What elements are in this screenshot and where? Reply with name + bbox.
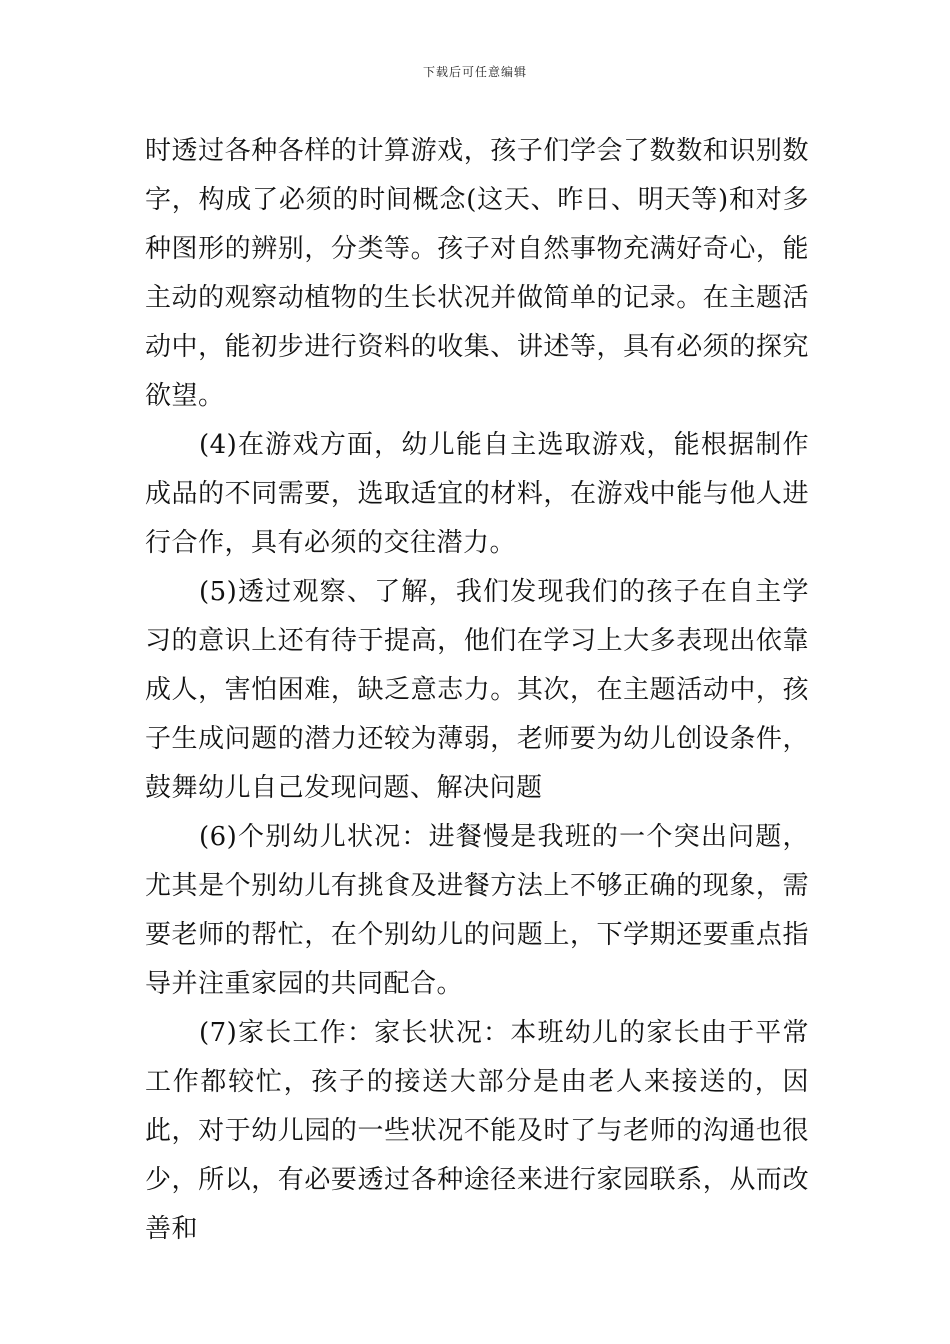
- paragraph-item-5: (5)透过观察、了解，我们发现我们的孩子在自主学习的意识上还有待于提高，他们在学习上大多表现出依靠成人，害怕困难，缺乏意志力。其次，在主题活动中，孩子生成问题的潜力还较为薄弱，老师要为幼儿创设条件，鼓舞幼儿自己发现问题、解决问题: [145, 577, 809, 803]
- paragraph-item-4: (4)在游戏方面，幼儿能自主选取游戏，能根据制作成品的不同需要，选取适宜的材料，在游戏中能与他人进行合作，具有必须的交往潜力。: [145, 430, 809, 558]
- paragraph-continuation: 时透过各种各样的计算游戏，孩子们学会了数数和识别数字，构成了必须的时间概念(这天、昨日、明天等)和对多种图形的辨别，分类等。孩子对自然事物充满好奇心，能主动的观察动植物的生长状况并做简单的记录。在主题活动中，能初步进行资料的收集、讲述等，具有必须的探究欲望。: [145, 136, 809, 411]
- page-header: 下载后可任意编辑: [422, 65, 527, 79]
- paragraph-item-7: (7)家长工作：家长状况：本班幼儿的家长由于平常工作都较忙，孩子的接送大部分是由老人来接送的，因此，对于幼儿园的一些状况不能及时了与老师的沟通也很少，所以，有必要透过各种途径来进行家园联系，从而改善和: [145, 1018, 809, 1244]
- document-body: [145, 127, 809, 1254]
- paragraph-item-6: (6)个别幼儿状况：进餐慢是我班的一个突出问题，尤其是个别幼儿有挑食及进餐方法上不够正确的现象，需要老师的帮忙，在个别幼儿的问题上，下学期还要重点指导并注重家园的共同配合。: [145, 822, 809, 999]
